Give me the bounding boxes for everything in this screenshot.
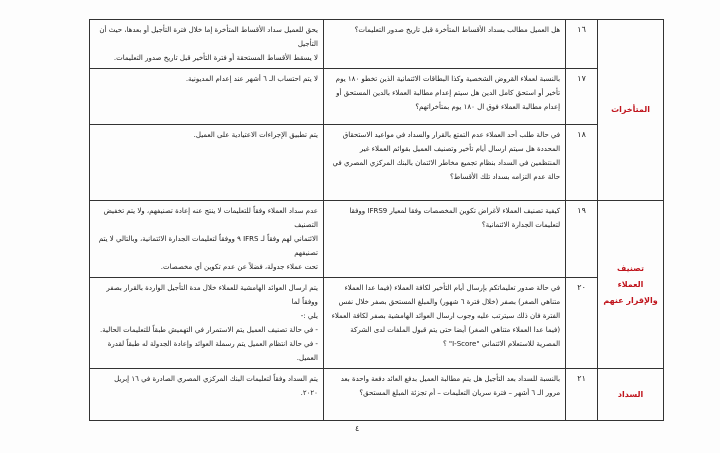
row-number: ٢١ xyxy=(566,369,598,421)
answer-line: الائتماني لهم وفقاً لـ IFRS ٩ ووفقاً لتعليمات الجدارة الائتمانية، وبالتالي لا يتم تصنيفهم xyxy=(98,235,318,257)
category-cell-repayment: السداد xyxy=(598,369,664,421)
answer-cell xyxy=(90,20,324,69)
row-number: ٢٠ xyxy=(566,278,598,369)
row-number: ١٧ xyxy=(566,69,598,125)
row-number: ١٦ xyxy=(566,20,598,69)
table-row xyxy=(90,20,664,69)
category-cell-classification: تصنيف العملاء والإقرار عنهم xyxy=(598,201,664,369)
question-cell: بالنسبة لعملاء القروض الشخصية وكذا البطاقات الائتمانية الذين تخطو ١٨٠ يوم تأخير أو استحق كامل الدين هل سيتم إعدام مطالبة العملاء بالدين المستحق أو إعدام مطالبة العملاء فوق ال ١٨٠ يوم بمتأخراتهم؟ xyxy=(323,69,565,125)
answer-line: يتم تطبيق الإجراءات الاعتيادية على العميل. xyxy=(193,131,318,139)
answer-line: - في حالة انتظام العميل يتم رسملة العوائد وإعادة الجدولة له طبقاً لقدرة xyxy=(107,340,318,348)
table-row xyxy=(90,125,664,201)
table-row xyxy=(90,69,664,125)
answer-line: - في حالة تصنيف العميل يتم الاستمرار في التهميش طبقاً للتعليمات الحالية. xyxy=(100,326,318,334)
row-number: ١٩ xyxy=(566,201,598,278)
row-number: ١٨ xyxy=(566,125,598,201)
answer-cell xyxy=(90,369,324,421)
faq-table xyxy=(89,19,664,421)
table-row xyxy=(90,278,664,369)
answer-cell xyxy=(90,69,324,125)
page-number: ٤ xyxy=(355,424,360,433)
question-cell: بالنسبة للسداد بعد التأجيل هل يتم مطالبة العميل بدفع العائد دفعة واحدة بعد مرور الـ ٦ أشهر – فترة سريان التعليمات – أم تجزئة المبلغ المستحق؟ xyxy=(323,369,565,421)
answer-line: يحق للعميل سداد الأقساط المتأخرة إما خلال فترة التأجيل أو بعدها، حيث أن التأجيل xyxy=(99,26,318,48)
category-cell-arrears: المتأخرات xyxy=(598,20,664,201)
table-row xyxy=(90,201,664,278)
answer-line: العميل. xyxy=(296,354,318,362)
answer-cell xyxy=(90,125,324,201)
answer-line: يتم السداد وفقاً لتعليمات البنك المركزي المصري الصادرة في ١٦ إبريل ٢٠٢٠. xyxy=(114,375,318,397)
answer-line: تحت عملاء جدولة، فضلاً عن عدم تكوين أي مخصصات. xyxy=(160,263,318,271)
answer-line: يتم ارسال العوائد الهامشية للعملاء خلال مدة التأجيل الواردة بالقرار بصفر ووفقاً لما xyxy=(106,284,318,306)
answer-cell xyxy=(90,201,324,278)
answer-line: عدم سداد العملاء وفقاً للتعليمات لا ينتج عنه إعادة تصنيفهم، ولا يتم تخفيض التصنيف xyxy=(103,207,318,229)
answer-line: يلي :- xyxy=(300,312,318,320)
table-row xyxy=(90,369,664,421)
answer-line: لا يتم احتساب الـ ٦ أشهر عند إعدام المديونية. xyxy=(185,75,318,83)
question-cell: هل العميل مطالب بسداد الأقساط المتأخرة قبل تاريخ صدور التعليمات؟ xyxy=(323,20,565,69)
question-cell: في حالة صدور تعليماتكم بإرسال أيام التأخير لكافة العملاء (فيما عدا العملاء متناهي الصغر) بصفر (خلال فترة ٦ شهور) والمبلغ المستحق بصفر خلال نفس الفترة فان ذلك سيترتب عليه وجوب ارسال العوائد الهامشية بصفر لكافة العملاء (فيما عدا العملاء متناهي الصغر) أيضا حتى يتم قبول الملفات لدى الشركة المصرية للاستعلام الائتماني "I-Score" ؟ xyxy=(323,278,565,369)
answer-line: لا يسقط الأقساط المستحقة أو فترة التأخير قبل تاريخ صدور التعليمات. xyxy=(113,54,318,62)
answer-cell xyxy=(90,278,324,369)
question-cell: في حالة طلب أحد العملاء عدم التمتع بالقرار والسداد في مواعيد الاستحقاق المحددة هل سيتم ارسال أيام تأخير وتصنيف العميل بقوائم العملاء غير المنتظمين في السداد بنظام تجميع مخاطر الائتمان بالبنك المركزي المصري في حالة عدم التزامه بسداد تلك الأقساط؟ xyxy=(323,125,565,201)
question-cell: كيفية تصنيف العملاء لأغراض تكوين المخصصات وفقا لمعيار IFRS9 ووفقا لتعليمات الجدارة الائتمانية؟ xyxy=(323,201,565,278)
